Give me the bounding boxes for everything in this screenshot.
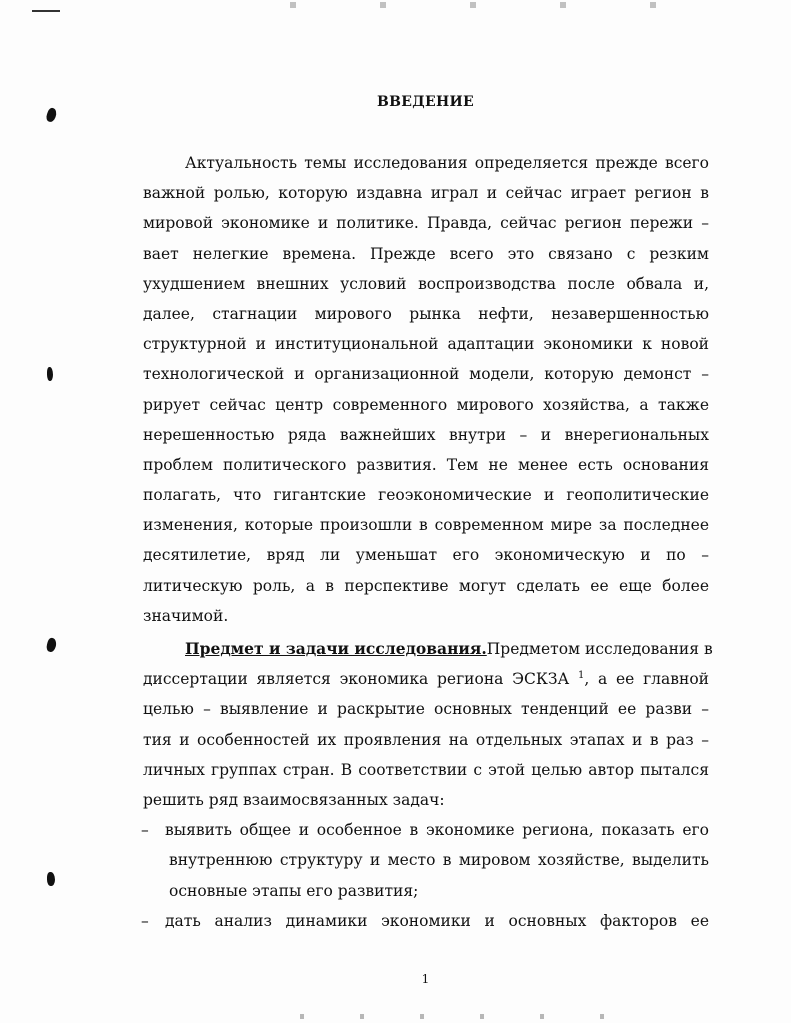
text-line: изменения, которые произошли в современном мире за последнее [143, 516, 709, 535]
list-item-continuation: внутреннюю структуру и место в мировом хозяйстве, выделить [169, 851, 709, 870]
scan-artifact-top-line [32, 10, 60, 12]
list-item: – дать анализ динамики экономики и основных факторов ее [143, 906, 709, 936]
binder-hole-mark [47, 872, 55, 886]
text-line: далее, стагнации мирового рынка нефти, незавершенностью [143, 304, 709, 323]
text-line: десятилетие, вряд ли уменьшат его экономическую и по – [143, 546, 709, 565]
page-number: 1 [421, 972, 430, 986]
text-line: технологической и организационной модели, которую демонст – [143, 365, 709, 384]
list-dash: – [141, 911, 149, 930]
text-line: нерешенностью ряда важнейших внутри – и внерегиональных [143, 425, 709, 444]
binder-hole-mark [45, 637, 57, 653]
text-line: полагать, что гигантские геоэкономические и геополитические [143, 486, 709, 505]
text-line: структурной и институциональной адаптации экономики к новой [143, 335, 709, 354]
text-line: важной ролью, которую издавна играл и сейчас играет регион в [143, 184, 709, 203]
paragraph-intro [143, 148, 709, 631]
section-heading: Предмет и задачи исследования. [185, 639, 487, 658]
text-line: решить ряд взаимосвязанных задач: [143, 790, 445, 809]
text-line: литическую роль, а в перспективе могут сделать ее еще более [143, 576, 709, 595]
paragraph-subject [141, 634, 713, 936]
text-line: целью – выявление и раскрытие основных тенденций ее разви – [143, 700, 709, 719]
list-item: – выявить общее и особенное в экономике региона, показать его [143, 815, 709, 845]
list-dash: – [141, 821, 149, 840]
text-line: проблем политического развития. Тем не менее есть основания [143, 455, 709, 474]
list-item-continuation: основные этапы его развития; [169, 881, 419, 900]
text-line: диссертации является экономика региона ЭСКЗА $^1$, а ее главной [143, 670, 709, 689]
page-title: ВВЕДЕНИЕ [377, 94, 474, 110]
text-line: значимой. [143, 606, 229, 625]
text-line: рирует сейчас центр современного мирового хозяйства, а также [143, 395, 709, 414]
text-line: ухудшением внешних условий воспроизводства после обвала и, [143, 274, 709, 293]
footnote-mark: 1 [578, 670, 585, 682]
scan-artifact-bottom-noise [270, 1014, 610, 1019]
text-line: Актуальность темы исследования определяется прежде всего [185, 154, 709, 172]
text-line: вает нелегкие времена. Прежде всего это связано с резким [143, 244, 709, 263]
text-line: мировой экономике и политике. Правда, сейчас регион пережи – [143, 214, 709, 233]
text-line: Предмет и задачи исследования. Предметом исследования в [143, 634, 709, 664]
binder-hole-mark [47, 367, 53, 381]
text-line: личных группах стран. В соответствии с этой целью автор пытался [143, 760, 709, 779]
scan-artifact-top-noise [250, 2, 690, 8]
text-line: тия и особенностей их проявления на отдельных этапах и в раз – [143, 730, 709, 749]
